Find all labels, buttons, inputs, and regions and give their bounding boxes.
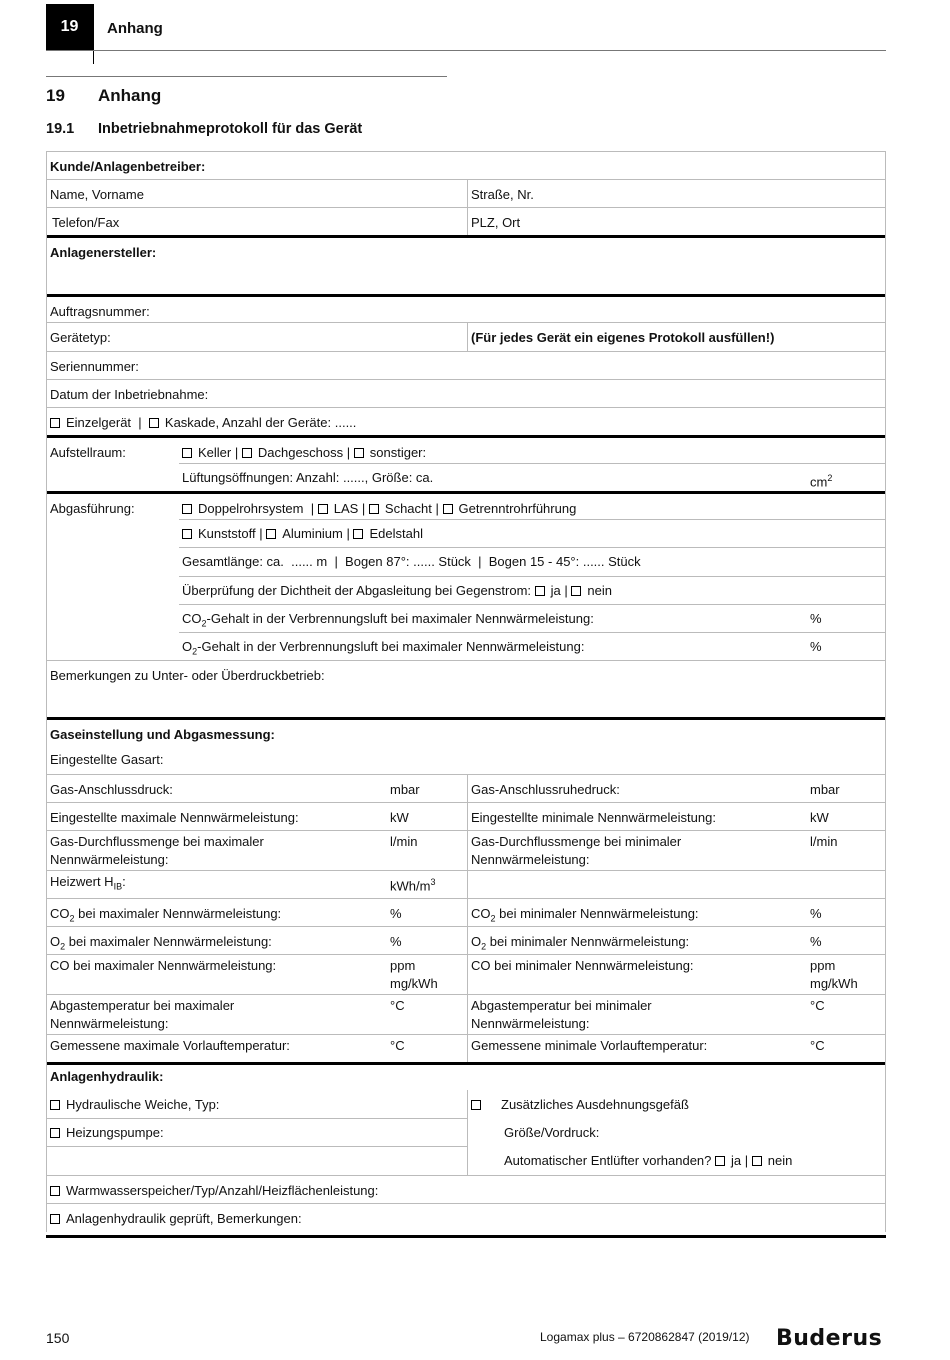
flow-temp-max-field[interactable]: Gemessene maximale Vorlauftemperatur: (50, 1038, 290, 1053)
separate-pipe-label: Getrenntrohrführung (458, 501, 577, 516)
gas-pressure-field[interactable]: Gas-Anschlussdruck: (50, 782, 173, 797)
gas-static-pressure-unit: mbar (810, 782, 840, 797)
flue-temp-min-field[interactable]: Abgastemperatur bei minimaler Nennwärmeleistung: (467, 995, 807, 1034)
protocol-note: (Für jedes Gerät ein eigenes Protokoll ausfüllen!) (467, 323, 887, 351)
gas-type-field[interactable]: Eingestellte Gasart: (50, 752, 164, 767)
hydraulic-switch-checkbox[interactable] (50, 1100, 60, 1110)
device-type-field[interactable]: Gerätetyp: (50, 330, 111, 345)
commissioning-form (46, 151, 886, 1232)
separator: | (138, 415, 142, 430)
customer-phone-row (47, 207, 885, 235)
pump-field (47, 1118, 467, 1146)
co-min-unit: ppm mg/kWh (810, 958, 858, 991)
calorific-unit: kWh/$m^3$ (390, 877, 436, 894)
co2-row (47, 898, 885, 926)
vent-row (47, 463, 885, 491)
gas-static-pressure-field[interactable]: Gas-Anschlussruhedruck: (467, 775, 807, 802)
aluminium-checkbox[interactable] (266, 529, 276, 539)
single-device-checkbox[interactable] (50, 418, 60, 428)
dhw-row (47, 1175, 885, 1203)
double-pipe-checkbox[interactable] (182, 504, 192, 514)
room-options: Keller | Dachgeschoss | sonstiger: (179, 438, 887, 463)
co2-air-field[interactable]: $CO_2$-Gehalt in der Verbrennungsluft bei maximaler Nennwärmeleistung: (182, 611, 594, 629)
gas-pressure-row (47, 774, 885, 802)
calorific-row (47, 870, 885, 898)
installer-title[interactable]: Anlagenersteller: (50, 245, 157, 260)
auto-vent-yes-checkbox[interactable] (715, 1156, 725, 1166)
leak-check-label: Überprüfung der Dichtheit der Abgasleitung bei Gegenstrom: (182, 583, 532, 598)
hydraulics-title-row (47, 1062, 885, 1090)
attic-label: Dachgeschoss (257, 445, 344, 460)
auto-vent-no-label: nein (767, 1153, 793, 1168)
device-count-options (47, 408, 887, 435)
subsection-heading: 19.1 Inbetriebnahmeprotokoll für das Gerät (46, 121, 363, 137)
hydraulics-title: Anlagenhydraulik: (50, 1069, 164, 1084)
las-label: LAS (333, 501, 359, 516)
gas-title-row (47, 717, 885, 745)
plastic-label: Kunststoff (198, 526, 256, 541)
cellar-checkbox[interactable] (182, 448, 192, 458)
cascade-label: Kaskade, Anzahl der Geräte: ...... (164, 415, 357, 430)
expansion-label: Zusätzliches Ausdehnungsgefäß (501, 1097, 689, 1112)
max-output-unit: kW (390, 810, 409, 825)
heat-output-row (47, 802, 885, 830)
co-max-unit: ppm mg/kWh (390, 958, 438, 991)
flow-temp-row (47, 1034, 885, 1062)
o2-air-row (47, 632, 885, 660)
max-gas-flow-field[interactable]: Gas-Durchflussmenge bei maximaler Nennwärmeleistung: (50, 834, 264, 867)
co2-air-row (47, 604, 885, 632)
las-checkbox[interactable] (318, 504, 328, 514)
flue-temp-min-unit: °C (810, 998, 825, 1013)
leak-yes-checkbox[interactable] (535, 586, 545, 596)
o2-max-unit: % (390, 934, 402, 949)
flue-temp-max-field[interactable]: Abgastemperatur bei maximaler Nennwärmeleistung: (50, 998, 235, 1031)
auto-vent-label: Automatischer Entlüfter vorhanden? (504, 1153, 712, 1168)
max-gas-flow-unit: l/min (390, 834, 418, 849)
cascade-checkbox[interactable] (149, 418, 159, 428)
vent-field[interactable]: Lüftungsöffnungen: Anzahl: ......, Größe: ca. (182, 470, 434, 485)
empty-cell (467, 871, 887, 898)
auto-vent-no-checkbox[interactable] (752, 1156, 762, 1166)
length-field[interactable]: Gesamtlänge: ca. ...... m | Bogen 87°: ...... Stück | Bogen 15 - 45°: ...... Stück (182, 554, 641, 569)
row-line (47, 1146, 467, 1147)
aluminium-label: Aluminium (282, 526, 343, 541)
double-pipe-label: Doppelrohrsystem (198, 501, 304, 516)
steel-checkbox[interactable] (353, 529, 363, 539)
customer-title-row (47, 151, 885, 179)
co2-air-unit: % (810, 611, 822, 626)
single-device-label: Einzelgerät (66, 415, 132, 430)
co2-max-field[interactable]: $CO_2$ bei maximaler Nennwärmeleistung: (50, 906, 282, 924)
co2-min-unit: % (810, 906, 822, 921)
leak-check-row (47, 576, 885, 604)
serial-row (47, 351, 885, 379)
customer-name-row (47, 179, 885, 207)
name-field[interactable]: Name, Vorname (50, 187, 144, 202)
installer-row (47, 235, 885, 294)
max-output-field[interactable]: Eingestellte maximale Nennwärmeleistung: (50, 810, 299, 825)
leak-check: Überprüfung der Dichtheit der Abgasleitung bei Gegenstrom: ja | nein (182, 583, 612, 598)
auto-vent-field (501, 1146, 887, 1175)
separate-pipe-checkbox[interactable] (443, 504, 453, 514)
co-row (47, 954, 885, 994)
flue-temp-row (47, 994, 885, 1034)
o2-min-field[interactable]: $O_2$ bei minimaler Nennwärmeleistung: (467, 927, 807, 954)
flue-temp-max-unit: °C (390, 998, 405, 1013)
pump-checkbox[interactable] (50, 1128, 60, 1138)
remarks-row (47, 660, 885, 717)
flue-label: Abgasführung: (50, 501, 135, 516)
o2-row (47, 926, 885, 954)
flow-temp-min-unit: °C (810, 1038, 825, 1053)
device-type-row (47, 322, 885, 351)
phone-field[interactable]: Telefon/Fax (52, 215, 120, 230)
hydraulics-checked-checkbox[interactable] (50, 1214, 60, 1224)
cellar-label: Keller (198, 445, 232, 460)
hydraulic-switch-field (47, 1090, 467, 1118)
flow-temp-max-unit: °C (390, 1038, 405, 1053)
pump-label: Heizungspumpe: (66, 1125, 164, 1140)
page-number: 150 (46, 1330, 70, 1346)
flue-row (47, 491, 885, 519)
shaft-checkbox[interactable] (369, 504, 379, 514)
o2-max-field[interactable]: $O_2$ bei maximaler Nennwärmeleistung: (50, 934, 272, 952)
auto-vent-yes-label: ja (731, 1153, 742, 1168)
gas-pressure-unit: mbar (390, 782, 420, 797)
gas-type-row (47, 745, 885, 774)
attic-checkbox[interactable] (242, 448, 252, 458)
leak-yes-label: ja (550, 583, 561, 598)
brand-logo: Buderus (776, 1326, 883, 1351)
hydraulic-switch-label: Hydraulische Weiche, Typ: (66, 1097, 220, 1112)
date-row (47, 379, 885, 407)
hydraulics-block (47, 1090, 885, 1175)
co-max-field[interactable]: CO bei maximaler Nennwärmeleistung: (50, 958, 277, 973)
vent-unit: $cm^2$ (810, 473, 833, 490)
serial-field[interactable]: Seriennummer: (50, 359, 139, 374)
hydraulics-checked-label: Anlagenhydraulik geprüft, Bemerkungen: (66, 1211, 302, 1226)
steel-label: Edelstahl (369, 526, 423, 541)
shaft-label: Schacht (384, 501, 432, 516)
gas-title: Gaseinstellung und Abgasmessung: (50, 727, 275, 742)
device-count-row (47, 407, 885, 435)
form-bottom-rule (46, 1235, 886, 1238)
document-id: Logamax plus – 6720862847 (2019/12) (540, 1330, 750, 1344)
min-output-field[interactable]: Eingestellte minimale Nennwärmeleistung: (467, 803, 807, 830)
dhw-label: Warmwasserspeicher/Typ/Anzahl/Heizflächenleistung: (66, 1183, 379, 1198)
min-output-unit: kW (810, 810, 829, 825)
header-divider (93, 4, 94, 64)
chapter-number: 19 (46, 4, 93, 50)
other-room-checkbox[interactable] (354, 448, 364, 458)
other-room-label: sonstiger: (369, 445, 427, 460)
calorific-field[interactable]: Heizwert $H_{IB}$: (50, 874, 126, 892)
room-row (47, 435, 885, 463)
section-rule (46, 76, 447, 77)
co-min-field[interactable]: CO bei minimaler Nennwärmeleistung: (467, 955, 807, 994)
remarks-field[interactable]: Bemerkungen zu Unter- oder Überdruckbetrieb: (50, 668, 325, 683)
street-field[interactable]: Straße, Nr. (467, 180, 887, 207)
min-gas-flow-unit: l/min (810, 834, 838, 849)
expansion-field (468, 1090, 887, 1118)
header-title: Anhang (107, 20, 163, 37)
co2-max-unit: % (390, 906, 402, 921)
expansion-size-field[interactable]: Größe/Vordruck: (504, 1125, 600, 1140)
expansion-checkbox[interactable] (471, 1100, 481, 1110)
o2-air-unit: % (810, 639, 822, 654)
separator: | (744, 1153, 749, 1168)
gas-flow-row (47, 830, 885, 870)
order-number-field[interactable]: Auftragsnummer: (50, 304, 150, 319)
leak-no-label: nein (587, 583, 612, 598)
date-field[interactable]: Datum der Inbetriebnahme: (50, 387, 209, 402)
material-options: Kunststoff | Aluminium | Edelstahl (179, 519, 887, 547)
hydraulics-checked-field (47, 1204, 887, 1232)
co2-min-field[interactable]: $CO_2$ bei minimaler Nennwärmeleistung: (467, 899, 807, 926)
city-field[interactable]: PLZ, Ort (467, 208, 887, 235)
material-row (47, 519, 885, 547)
order-row (47, 294, 885, 322)
o2-min-unit: % (810, 934, 822, 949)
customer-title: Kunde/Anlagenbetreiber: (50, 159, 206, 174)
hydraulics-checked-row (47, 1203, 885, 1232)
header-rule (46, 50, 886, 51)
o2-air-field[interactable]: $O_2$-Gehalt in der Verbrennungsluft bei maximaler Nennwärmeleistung: (182, 639, 585, 657)
room-label: Aufstellraum: (50, 445, 126, 460)
leak-no-checkbox[interactable] (571, 586, 581, 596)
flue-options: Doppelrohrsystem | LAS | Schacht | Getrenntrohrführung (179, 494, 887, 519)
length-row (47, 547, 885, 576)
plastic-checkbox[interactable] (182, 529, 192, 539)
dhw-field (47, 1176, 887, 1203)
flow-temp-min-field[interactable]: Gemessene minimale Vorlauftemperatur: (467, 1035, 807, 1062)
dhw-checkbox[interactable] (50, 1186, 60, 1196)
min-gas-flow-field[interactable]: Gas-Durchflussmenge bei minimaler Nennwärmeleistung: (467, 831, 807, 870)
section-heading: 19 Anhang (46, 86, 162, 105)
